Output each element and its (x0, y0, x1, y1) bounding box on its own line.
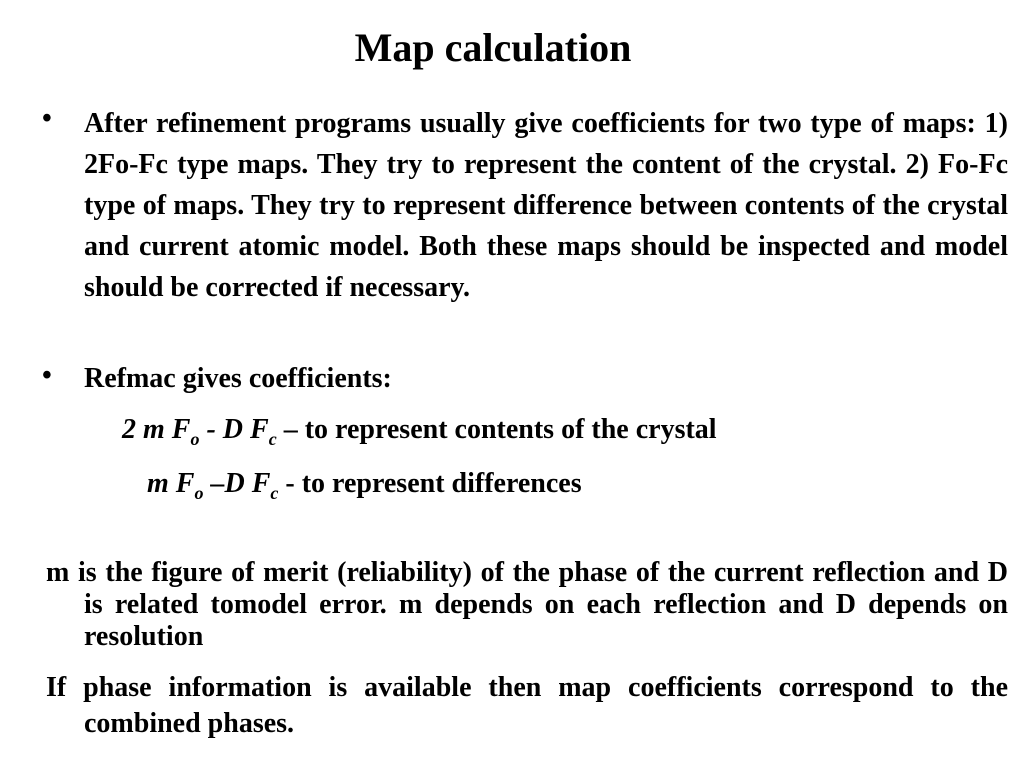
formula-term: –D F (203, 468, 271, 499)
formula-term: - D F (199, 414, 269, 445)
bullet-item-map-types (42, 103, 1008, 353)
bullet-dot-icon: • (42, 360, 52, 391)
formula-subscript: o (190, 429, 200, 449)
formula-description: – to represent contents of the crystal (276, 414, 717, 445)
formula-description: - to represent differences (278, 468, 582, 499)
paragraph-figure-of-merit: m is the figure of merit (reliability) of the phase of the current reflection and D is related tomodel error. m depends on each reflection and D depends on resolution (46, 557, 1008, 652)
formula-subscript: c (270, 483, 279, 503)
slide-title: Map calculation (354, 25, 632, 70)
formula-subscript: c (268, 429, 277, 449)
formula-subscript: o (194, 483, 204, 503)
formula-2mfo-dfc (122, 412, 717, 457)
formula-mfo-dfc (147, 466, 582, 511)
bullet-text: After refinement programs usually give coefficients for two type of maps: 1) 2Fo-Fc type maps. They try to represent the content of the crystal. 2) Fo-Fc type of maps. They try to represent difference between contents of the crystal and current atomic model. Both these maps should be inspected and model should be corrected if necessary. (84, 108, 1008, 303)
formula-term: m F (147, 468, 195, 499)
bullet-dot-icon: • (42, 103, 52, 134)
bullet-item-refmac (42, 360, 1008, 400)
formula-term: 2 m F (122, 414, 191, 445)
paragraph-phase-information: If phase information is available then map coefficients correspond to the combined phases. (46, 672, 1008, 739)
bullet-text: Refmac gives coefficients: (84, 363, 392, 394)
